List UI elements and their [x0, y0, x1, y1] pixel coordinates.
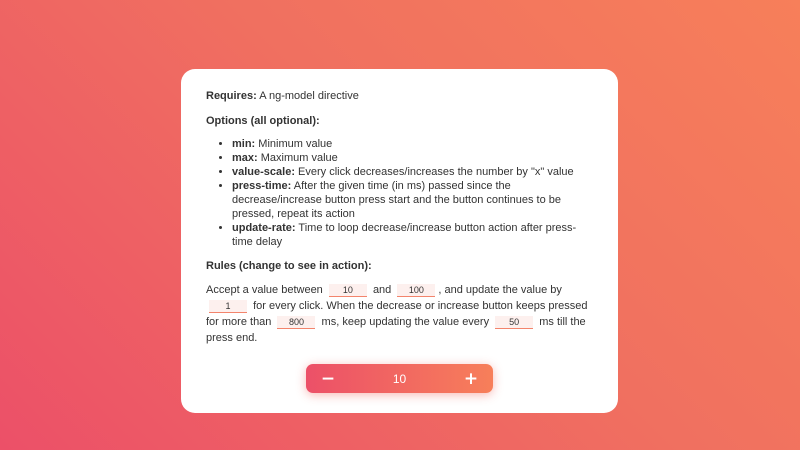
decrease-button[interactable]: −	[320, 368, 336, 389]
options-heading: Options (all optional):	[206, 115, 320, 127]
list-item: • press-time: After the given time (in ms) passed since the decrease/increase button press start and the button continues to be pressed, repeat its action	[232, 179, 593, 221]
increase-button[interactable]: +	[463, 368, 479, 389]
min-input[interactable]	[329, 284, 367, 297]
requires-line: Requires: A ng-model directive	[206, 90, 359, 102]
press-time-input[interactable]	[277, 316, 315, 329]
list-item: • update-rate: Time to loop decrease/increase button action after press-time delay	[232, 221, 593, 249]
list-item: • max: Maximum value	[232, 151, 593, 165]
stepper-value: 10	[392, 371, 407, 386]
update-rate-input[interactable]	[495, 316, 533, 329]
rules-heading: Rules (change to see in action):	[206, 260, 372, 272]
rules-paragraph: Accept a value between 10 and 100 , and update the value by 1 for every click. When the decrease or increase button keeps pressed for more than 800 ms, keep updating the value every 50 ms till the press end.	[206, 282, 593, 346]
value-scale-input[interactable]	[209, 300, 247, 313]
max-input[interactable]	[397, 284, 435, 297]
options-list	[232, 137, 593, 249]
list-item: • min: Minimum value	[232, 137, 593, 151]
list-item: • value-scale: Every click decreases/increases the number by "x" value	[232, 165, 593, 179]
info-card	[181, 69, 618, 413]
number-stepper	[306, 364, 493, 393]
